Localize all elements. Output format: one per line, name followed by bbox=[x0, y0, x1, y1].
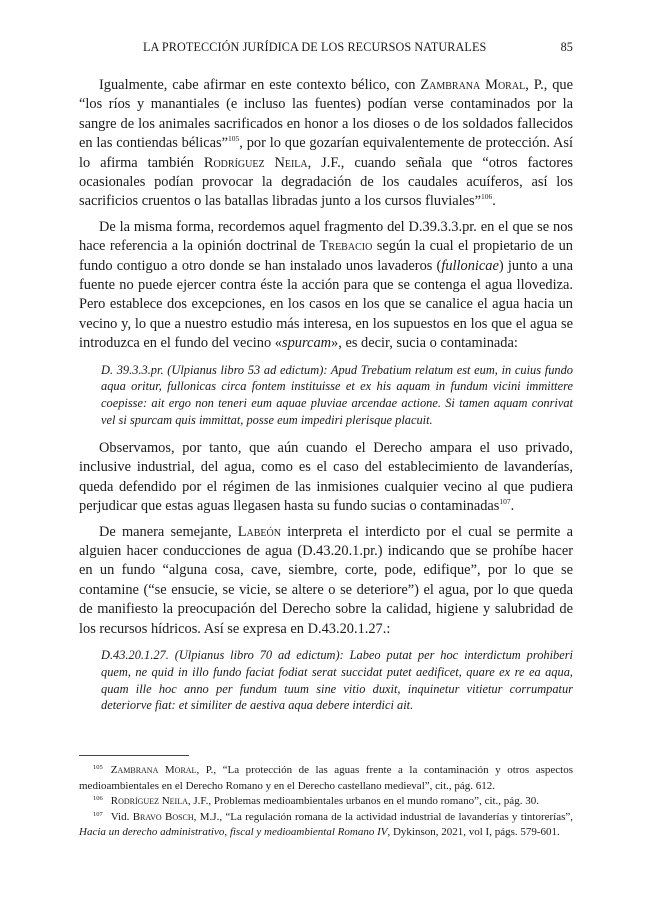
latin-term: fullonicae bbox=[441, 257, 499, 274]
paragraph-2 bbox=[79, 218, 573, 354]
paragraph-1 bbox=[79, 76, 573, 212]
p1-text-d: , J.F., cuando señala que “otros factores ocasionales podían provocar la degradación de los caudales acuíferos, así los sacrificios cruentos o las batallas libradas junto a los cursos fluviales” bbox=[79, 154, 573, 210]
block-quote-2: D.43.20.1.27. (Ulpianus libro 70 ad edictum): Labeo putat per hoc interdictum prohiberi quem, ne quid in illo fundo faciat fodiat serat succidat putet aedificet, quare ex re ea aqua, quam ille hoc anno per fundum tuum sine vitio duxit, inquinetur vitietur corrumpatur deteriorve fiat: et similiter de aestiva aqua debere interdici ait. bbox=[101, 647, 573, 713]
footnote-107 bbox=[79, 810, 573, 841]
author-name: Trebacio bbox=[319, 238, 373, 255]
author-name: Zambrana Moral bbox=[110, 764, 197, 776]
p1-text-b: , P., que “los ríos y manantiales (e incluso las fuentes) podían verse contaminados por la sangre de los animales sacrificados en honor a los dioses o de los soldados fallecidos en las contiendas bélicas” bbox=[79, 77, 573, 152]
p1-text-c: , por lo que gozarían equivalentemente de protección. Así lo afirma también bbox=[79, 135, 573, 171]
paragraph-3 bbox=[79, 439, 573, 517]
p2-text-c: ) junto a una fuente no puede ejercer contra éste la acción para que se contenga el agua llovediza. Pero establece dos excepciones, en los casos en los que se canalice el agua hacia un vecino y, lo que a nuestro estudio más interesa, en los supuestos en los que el agua se introduzca en el fundo del vecino « bbox=[79, 257, 573, 352]
author-name: Labeón bbox=[237, 523, 281, 540]
footnote-text: Vid. bbox=[110, 810, 133, 823]
p2-text-b: según la cual el propietario de un fundo contiguo a otro donde se han instalado unos lavaderos ( bbox=[79, 238, 573, 274]
latin-term: spurcam bbox=[282, 335, 332, 352]
footnote-ref-105[interactable]: 105 bbox=[228, 134, 240, 144]
author-name: Rodríguez Neila bbox=[110, 795, 188, 808]
paragraph-4 bbox=[79, 523, 573, 639]
author-name: Bravo Bosch bbox=[132, 810, 194, 823]
footnote-divider bbox=[79, 755, 189, 756]
p1-text-a: Igualmente, cabe afirmar en este contexto bélico, con bbox=[99, 77, 421, 93]
author-name: Rodríguez Neila bbox=[203, 154, 308, 171]
footnote-ref-106[interactable]: 106 bbox=[481, 192, 493, 202]
footnote-106 bbox=[79, 794, 573, 810]
author-name: Zambrana Moral bbox=[420, 77, 526, 93]
block-quote-1: D. 39.3.3.pr. (Ulpianus libro 53 ad edictum): Apud Trebatium relatum est eum, in cuius fundo aqua oritur, fullonicas circa fontem instituisse et ex his aquam in fundum vicini immittere coepisse: ait ergo non teneri eum aquae pluviae arcendae actione. Si tamen aquam conrivat vel si spurcam quis immittat, posse eum impediri plerisque placuit. bbox=[101, 362, 573, 428]
footnote-number: 105 bbox=[93, 764, 103, 771]
p2-text-a: De la misma forma, recordemos aquel fragmento del D.39.3.3.pr. en el que se nos hace referencia a la opinión doctrinal de bbox=[79, 218, 573, 255]
p3-text-b: . bbox=[510, 498, 515, 515]
footnote-ref-107[interactable]: 107 bbox=[499, 497, 511, 507]
footnote-text: , P., “La protección de las aguas frente a la contaminación y otros aspectos medioambientales en el Derecho Romano y en el Derecho castellano medieval”, cit., pág. 612. bbox=[79, 764, 573, 792]
footnote-number: 107 bbox=[93, 810, 103, 818]
p1-text-e: . bbox=[492, 193, 496, 210]
book-title: Hacia un derecho administrativo, fiscal y medioambiental Romano IV bbox=[79, 826, 388, 839]
footnote-number: 106 bbox=[93, 795, 103, 803]
footnote-105 bbox=[79, 763, 573, 794]
footnote-text: , J.F., Problemas medioambientales urbanos en el mundo romano”, cit., pág. 30. bbox=[187, 795, 539, 808]
p4-text-b: interpreta el interdicto por el cual se permite a alguien hacer conducciones de agua (D.43.20.1.pr.) indicando que se prohíbe hacer en un fundo “alguna cosa, cave, siembre, corte, pode, edifique”, por lo que se contamine (“se ensucie, se vicie, se altere o se deteriore”) el agua, por lo que queda de manifiesto la preocupación del Derecho sobre la calidad, higiene y salubridad de los recursos hídricos. Así se expresa en D.43.20.1.27.: bbox=[79, 523, 573, 637]
p3-text-a: Observamos, por tanto, que aún cuando el Derecho ampara el uso privado, inclusive industrial, del agua, como es el caso del establecimiento de lavanderías, queda defendido por el régimen de las inmisiones cualquier vecino al que pudiera perjudicar que estas aguas llegasen hasta su fundo sucias o contaminadas bbox=[79, 439, 573, 515]
main-text bbox=[79, 76, 573, 724]
running-title: LA PROTECCIÓN JURÍDICA DE LOS RECURSOS NATURALES bbox=[143, 40, 487, 54]
footnote-text: , Dykinson, 2021, vol I, págs. 579-601. bbox=[387, 826, 560, 839]
footnotes bbox=[79, 763, 573, 841]
footnote-text: , M.J., “La regulación romana de la actividad industrial de lavanderías y tintorerías”, bbox=[193, 810, 573, 823]
running-header bbox=[79, 40, 573, 60]
p2-text-d: », es decir, sucia o contaminada: bbox=[331, 335, 518, 352]
page-number: 85 bbox=[560, 40, 573, 54]
p4-text-a: De manera semejante, bbox=[99, 523, 238, 540]
